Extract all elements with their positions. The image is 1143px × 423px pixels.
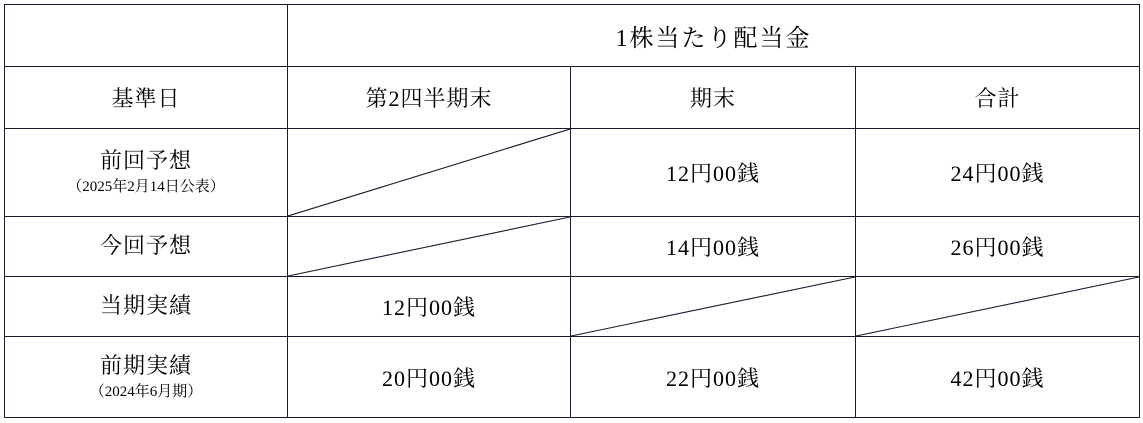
row-label-text: 前回予想 — [99, 148, 192, 174]
dividend-table-sheet — [0, 4, 1143, 423]
table-row — [5, 217, 1140, 277]
column-header-record-date: 基準日 — [5, 67, 288, 129]
dividend-table — [4, 4, 1140, 418]
cell-current-forecast-q2 — [288, 217, 571, 277]
cell-prior-actual-total: 42円00銭 — [856, 337, 1140, 418]
row-header-current-forecast — [5, 217, 288, 277]
cell-current-actual-year-end — [571, 277, 856, 337]
row-label-text: 前期実績 — [99, 352, 192, 378]
cell-current-actual-total — [856, 277, 1140, 337]
table-row — [5, 129, 1140, 217]
column-header-q2-end: 第2四半期末 — [288, 67, 571, 129]
cell-previous-forecast-total: 24円00銭 — [856, 129, 1140, 217]
table-row — [5, 337, 1140, 418]
row-label-text: 今回予想 — [99, 233, 192, 259]
row-header-previous-forecast — [5, 129, 288, 217]
diagonal-strike-icon — [288, 217, 570, 276]
cell-prior-actual-year-end: 22円00銭 — [571, 337, 856, 418]
table-row — [5, 277, 1140, 337]
corner-blank-cell — [5, 5, 288, 67]
cell-prior-actual-q2: 20円00銭 — [288, 337, 571, 418]
cell-previous-forecast-q2 — [288, 129, 571, 217]
row-label-note: （2024年6月期） — [89, 383, 203, 400]
row-label-text: 当期実績 — [99, 293, 192, 319]
cell-current-forecast-year-end: 14円00銭 — [571, 217, 856, 277]
diagonal-strike-icon — [288, 129, 570, 216]
cell-current-forecast-total: 26円00銭 — [856, 217, 1140, 277]
header-span-dividend-per-share: 1株当たり配当金 — [288, 5, 1140, 67]
row-label-note: （2025年2月14日公表） — [67, 179, 225, 196]
cell-current-actual-q2: 12円00銭 — [288, 277, 571, 337]
column-header-year-end: 期末 — [571, 67, 856, 129]
cell-previous-forecast-year-end: 12円00銭 — [571, 129, 856, 217]
table-row — [5, 5, 1140, 67]
table-row — [5, 67, 1140, 129]
column-header-total: 合計 — [856, 67, 1140, 129]
row-header-current-period-actual — [5, 277, 288, 337]
diagonal-strike-icon — [856, 277, 1139, 336]
row-header-prior-period-actual — [5, 337, 288, 418]
diagonal-strike-icon — [571, 277, 855, 336]
